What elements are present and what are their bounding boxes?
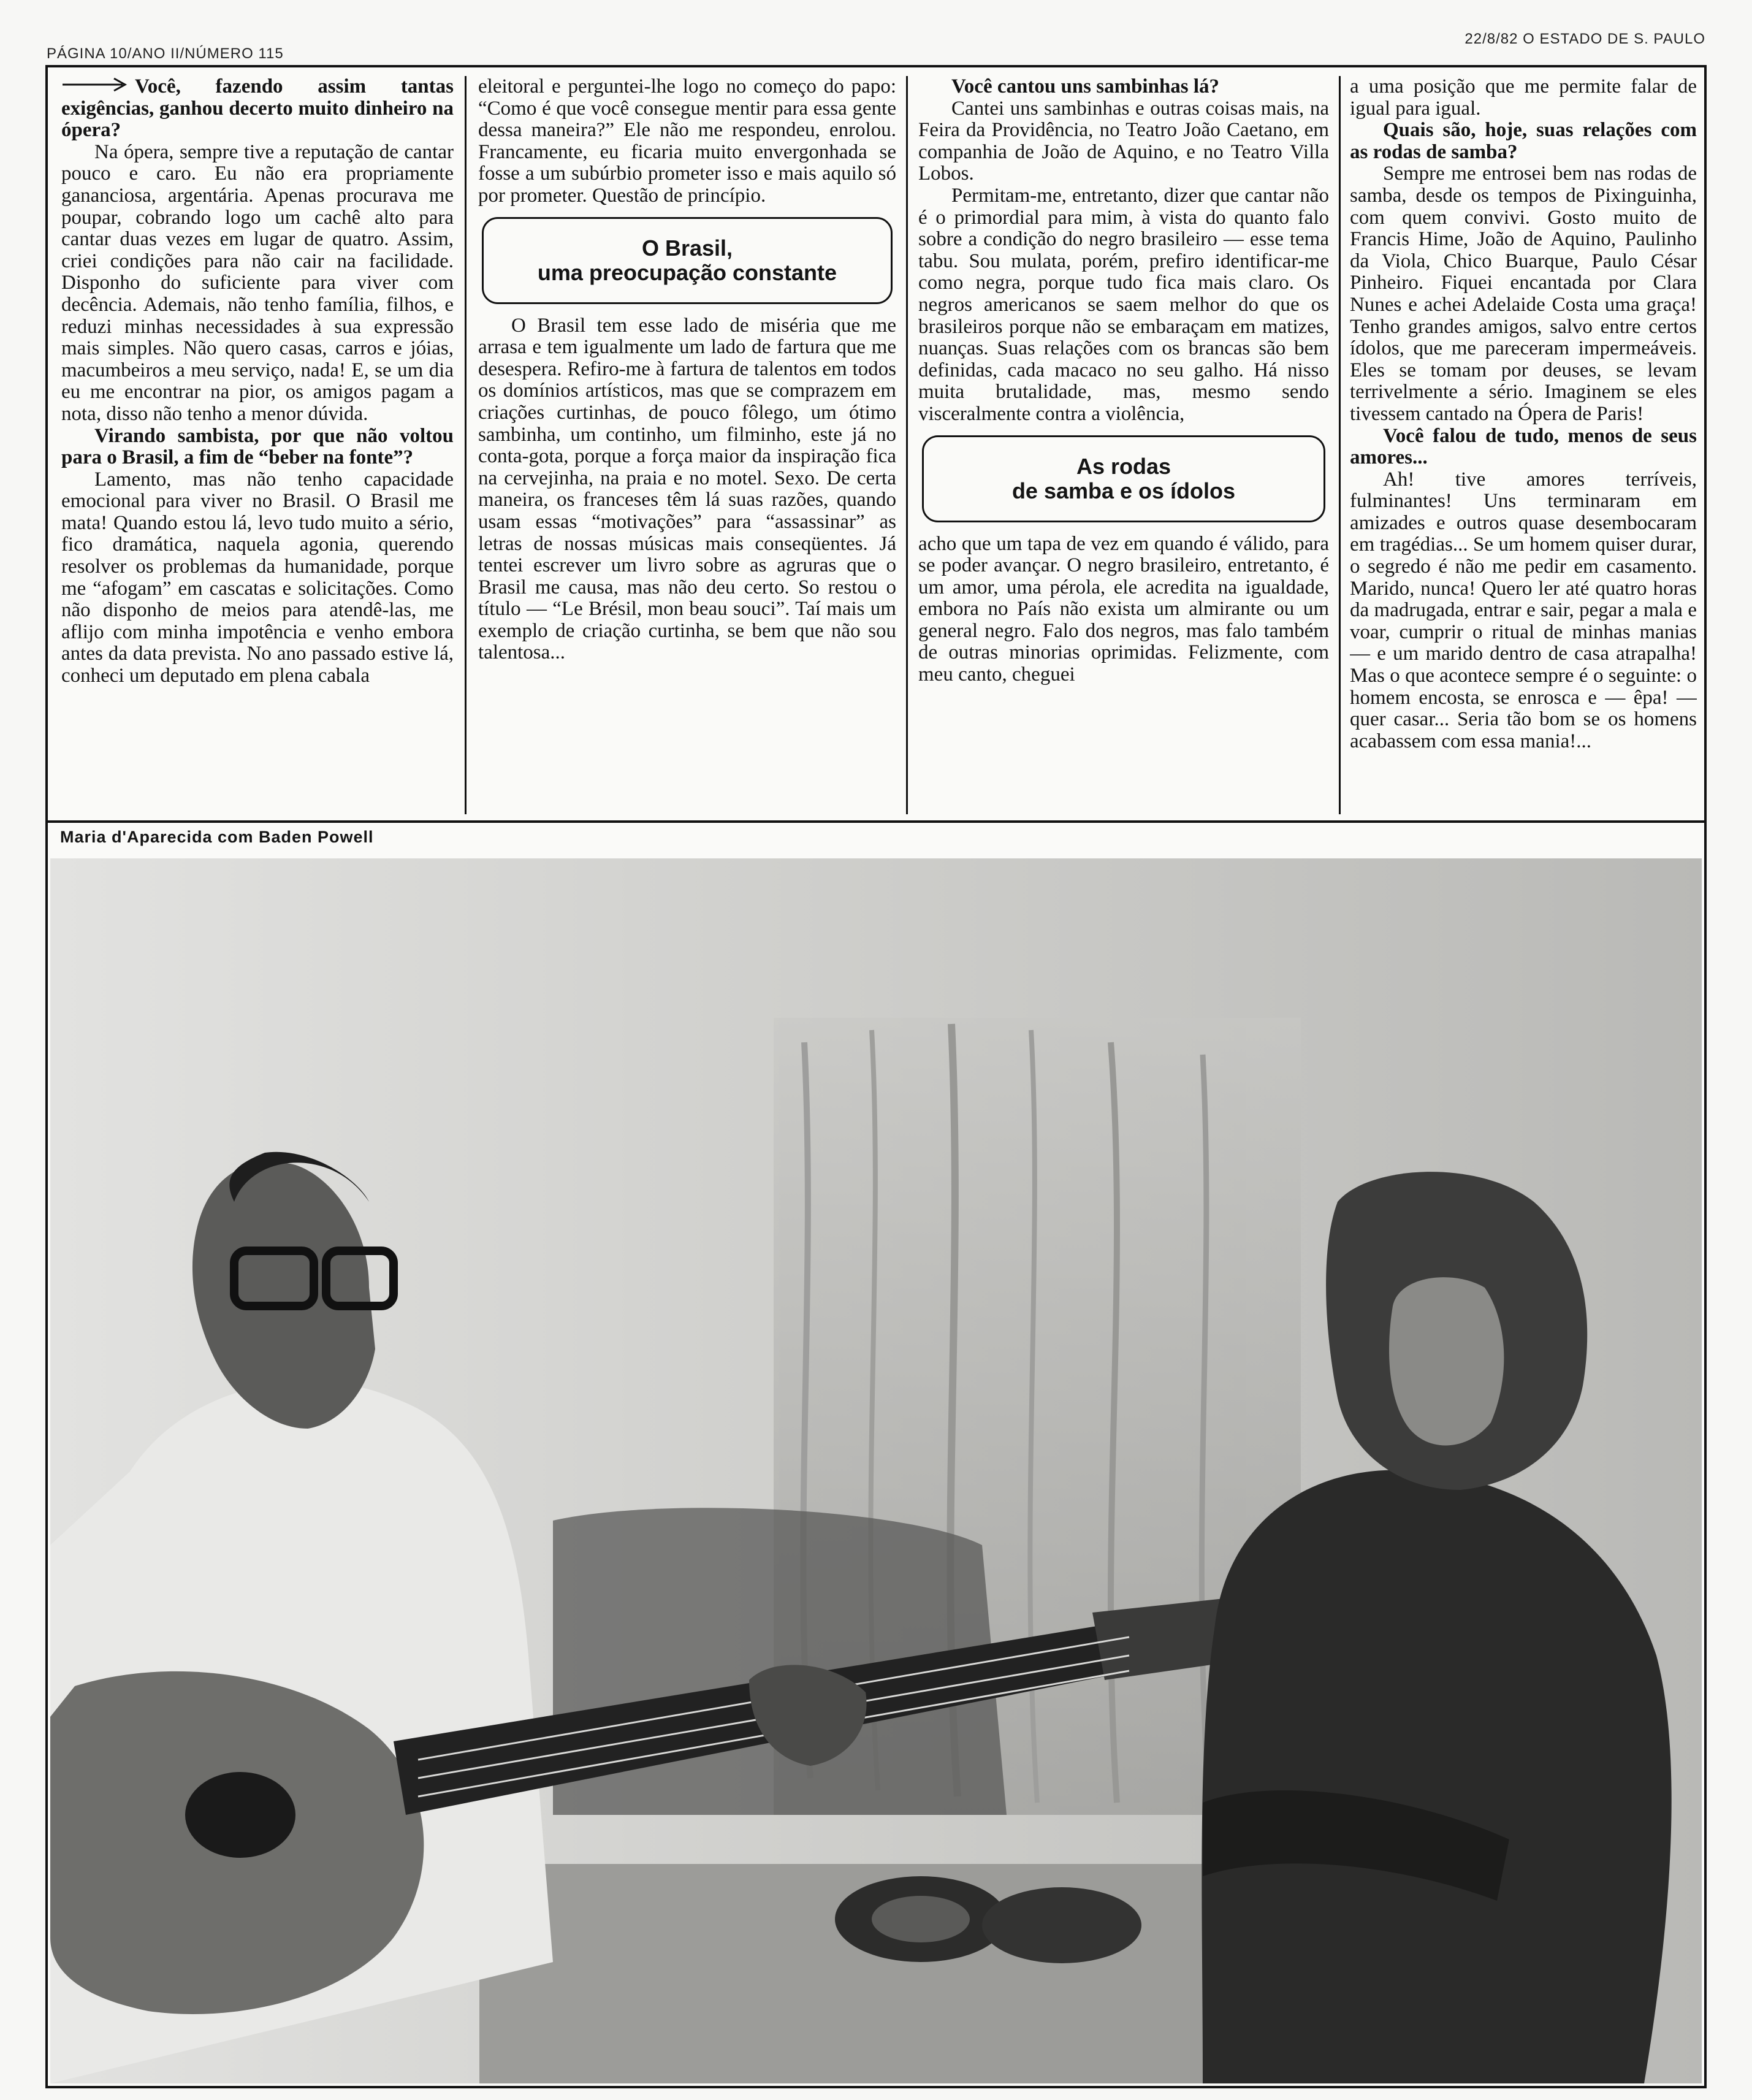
interview-answer: Lamento, mas não tenho capacidade emocional para viver no Brasil. O Brasil me mata! Quando estou lá, levo tudo muito a sério, fico dramática, naquela agonia, querendo resolver os problemas da humanidade, porque me “afogam” em cascatas e solicitações. Como não disponho de meios para atendê-las, me aflijo com minha impotência e venho embora antes da data prevista. No ano passado estive lá, conheci um deputado em plena cabala [61,468,454,687]
interview-answer: O Brasil tem esse lado de miséria que me arrasa e tem igualmente um lado de fartura que me desespera. Refiro-me à fartura de talentos em todos os domínios artísticos, mas que se comprazem em criações curtinhas, de pouco fôlego, um ótimo sambinha, um continho, um filminho, este já no conta-gota, porque a força maior da inspiração fica na cervejinha, na praia e no motel. Sexo. De certa maneira, os franceses têm lá suas razões, quando usam essas “motivações” para “assassinar” as letras de nossas músicas mais conseqüentes. Já tentei escrever um livro sobre as agruras que o Brasil me causa, mas não deu certo. So restou o título — “Le Brésil, mon beau souci”. Taí mais um exemplo de criação curtinha, se bem que não sou talentosa... [478,314,896,664]
interview-answer: Permitam-me, entretanto, dizer que cantar não é o primordial para mim, à vista do quanto falo sobre a condição do negro brasileiro — esse tema tabu. Sou mulata, porém, prefiro identificar-me como negra, porque tudo fica mais claro. Os negros americanos se saem melhor do que os brasileiros porque não se embaraçam em matizes, nuanças. Suas relações com os brancas são bem definidas, cada macaco no seu galho. Há nisso muita brutalidade, mas, mesmo sendo visceralmente contra a violência, [918,184,1329,425]
page-header [44,25,1708,61]
column-rule [906,76,908,814]
photo-caption: Maria d'Aparecida com Baden Powell [60,828,374,846]
section-heading-box [922,435,1325,522]
column-3 [918,76,1329,815]
article-frame [45,65,1707,2088]
text-columns [48,67,1704,823]
interview-answer: acho que um tapa de vez em quando é válido, para se poder avançar. O negro brasileiro, entretanto, é um amor, uma pérola, ele acredita na igualdade, embora no País não exista um almirante ou um general negro. Falo dos negros, mas falo também de outras minorias oprimidas. Felizmente, com meu canto, cheguei [918,532,1329,686]
section-heading-line: de samba e os ídolos [1011,478,1236,503]
interview-question: Virando sambista, por que não voltou para o Brasil, a fim de “beber na fonte”? [61,424,454,469]
interview-question [61,76,454,142]
interview-answer: eleitoral e perguntei-lhe logo no começo do papo: “Como é que você consegue mentir para essa gente dessa maneira?” Ele não me respondeu, enrolou. Francamente, eu ficaria muito envergonhada se fosse a um subúrbio prometer isso e mais aquilo só por prometer. Questão de princípio. [478,76,896,207]
arrow-icon [61,76,135,98]
interview-question: Quais são, hoje, suas relações com as rodas de samba? [1350,119,1697,163]
interview-question: Você falou de tudo, menos de seus amores... [1350,424,1697,469]
column-rule [465,76,467,814]
question-text: Você, fazendo assim tantas exigências, ganhou decerto muito dinheiro na ópera? [61,76,454,142]
newspaper-dateline: 22/8/82 O ESTADO DE S. PAULO [1464,31,1705,47]
column-rule [1339,76,1341,814]
interview-answer: a uma posição que me permite falar de igual para igual. [1350,76,1697,120]
section-heading-line: As rodas [1076,453,1171,479]
section-heading-line: uma preocupação constante [537,259,837,285]
column-4 [1350,76,1697,815]
column-1 [61,76,454,815]
interview-question: Você cantou uns sambinhas lá? [951,76,1220,97]
section-heading-box [482,217,893,304]
photograph [50,858,1702,2083]
section-heading-line: O Brasil, [641,235,733,261]
page-folio: PÁGINA 10/ANO II/NÚMERO 115 [47,45,284,62]
column-2 [478,76,896,815]
interview-answer: Sempre me entrosei bem nas rodas de samba, desde os tempos de Pixinguinha, com quem convivi. Gosto muito de Francis Hime, João de Aquino, Paulinho da Viola, Chico Buarque, Paulo César Pinheiro. Fiquei encantada por Clara Nunes e achei Adelaide Costa uma graça! Tenho grandes amigos, salvo entre certos ídolos, que me pareceram impermeáveis. Eles se tomam por deuses, se levam terrivelmente a sério. Imaginem se eles tivessem cantado na Ópera de Paris! [1350,162,1697,425]
interview-answer: Na ópera, sempre tive a reputação de cantar pouco e caro. Eu não era propriamente gananciosa, argentária. Apenas procurava me poupar, cobrando logo um cachê alto para cantar duas vezes em lugar de quatro. Assim, criei condições para não cair na facilidade. Disponho do suficiente para viver com decência. Ademais, não tenho família, filhos, e reduzi minhas necessidades à sua expressão mais simples. Não quero casas, carros e jóias, macumbeiros a meu serviço, nada! E, se um dia eu me encontrar na pior, os amigos pagam a nota, disso não tenho a menor dúvida. [61,140,454,425]
interview-answer: Cantei uns sambinhas e outras coisas mais, na Feira da Providência, no Teatro João Caetano, em companhia de João de Aquino, e no Teatro Villa Lobos. [918,97,1329,185]
interview-answer: Ah! tive amores terríveis, fulminantes! Uns terminaram em amizades e outros quase desembocaram em tragédias... Se um homem quiser durar, o segredo é não me pedir em casamento. Marido, nunca! Quero ler até quatro horas da madrugada, entrar e sair, pegar a mala e voar, cumprir o ritual de minhas manias — e um marido dentro de casa atrapalha! Mas o que acontece sempre é o seguinte: o homem encosta, se enrosca e — êpa! — quer casar... Seria tão bom se os homens acabassem com essa mania!... [1350,468,1697,752]
